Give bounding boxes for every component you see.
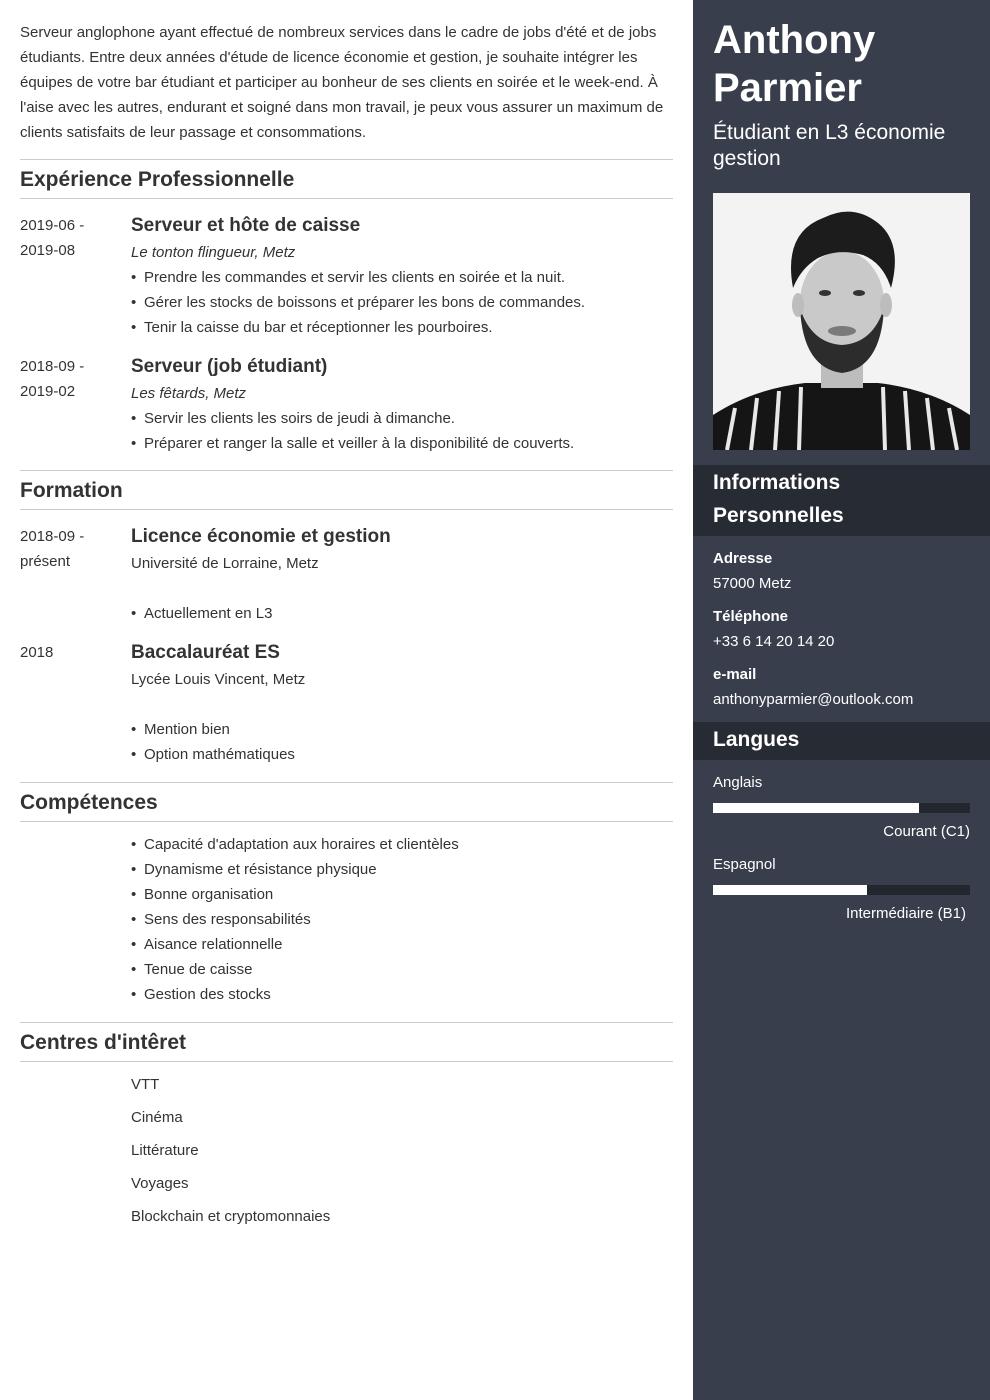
language-level: Courant (C1): [883, 823, 970, 840]
entry-title: Licence économie et gestion: [131, 526, 391, 547]
skills-heading: Compétences: [20, 782, 673, 822]
language-level-bar: [713, 803, 970, 813]
bullet-item: • Option mathématiques: [131, 742, 673, 767]
address-value: 57000 Metz: [713, 575, 792, 592]
entry-bullets: [131, 717, 673, 767]
sidebar-header: [693, 0, 990, 172]
portrait-image: [713, 193, 970, 450]
entry-title: Serveur et hôte de caisse: [131, 215, 361, 236]
skill-item: • Aisance relationnelle: [131, 932, 673, 957]
skill-item: • Gestion des stocks: [131, 982, 673, 1007]
entry-date: 2018-09 - présent: [20, 528, 85, 570]
experience-section: [20, 159, 673, 456]
language-item: [713, 852, 970, 926]
interest-item: Cinéma: [131, 1109, 183, 1126]
experience-heading: Expérience Professionnelle: [20, 159, 673, 199]
skill-item: • Dynamisme et résistance physique: [131, 857, 673, 882]
spacer: [131, 692, 673, 717]
heading-line: Informations: [713, 471, 841, 494]
title-line: Étudiant en L3 économie: [713, 121, 946, 144]
entry-date: 2018-09 - 2019-02: [20, 358, 85, 400]
languages-list: [693, 760, 990, 926]
skill-item: • Tenue de caisse: [131, 957, 673, 982]
interests-section: [20, 1022, 673, 1229]
title-line: gestion: [713, 147, 781, 170]
experience-entry: [20, 213, 673, 340]
interest-item: Voyages: [131, 1175, 189, 1192]
heading-line: Personnelles: [713, 504, 844, 527]
bullet-item: • Actuellement en L3: [131, 601, 673, 626]
language-item: [713, 770, 970, 844]
entry-title: Serveur (job étudiant): [131, 356, 328, 377]
languages-heading: Langues: [693, 722, 990, 760]
entry-bullets: [131, 406, 673, 456]
language-level-fill: [713, 885, 867, 895]
interests-list: [20, 1072, 673, 1229]
education-entry: [20, 524, 673, 626]
language-level: Intermédiaire (B1): [845, 905, 966, 922]
entry-title: Baccalauréat ES: [131, 642, 280, 663]
entry-body: [131, 524, 673, 626]
bullet-item: • Prendre les commandes et servir les clients en soirée et la nuit.: [131, 265, 673, 290]
email-value: anthonyparmier@outlook.com: [713, 691, 914, 708]
skills-section: [20, 782, 673, 1007]
education-section: [20, 470, 673, 767]
entry-body: [131, 213, 673, 340]
entry-bullets: [131, 601, 673, 626]
language-level-bar: [713, 885, 970, 895]
skill-item: • Bonne organisation: [131, 882, 673, 907]
entry-place: Les fêtards, Metz: [131, 385, 247, 402]
bullet-item: • Servir les clients les soirs de jeudi à dimanche.: [131, 406, 673, 431]
candidate-title: [713, 120, 970, 172]
resume-sidebar: [693, 0, 990, 1400]
entry-date: 2019-06 - 2019-08: [20, 217, 85, 259]
interest-item: VTT: [131, 1076, 160, 1093]
name-line: Parmier: [713, 66, 862, 110]
entry-date: 2018: [20, 644, 54, 661]
skill-item: • Sens des responsabilités: [131, 907, 673, 932]
personal-info-heading: [693, 465, 990, 536]
skills-list: [20, 832, 673, 1007]
phone-label: Téléphone: [713, 608, 789, 625]
bullet-item: • Tenir la caisse du bar et réceptionner les pourboires.: [131, 315, 673, 340]
candidate-name: [713, 16, 970, 112]
profile-photo: [713, 193, 970, 450]
entry-place: Université de Lorraine, Metz: [131, 555, 319, 572]
bullet-item: • Gérer les stocks de boissons et préparer les bons de commandes.: [131, 290, 673, 315]
bullet-item: • Préparer et ranger la salle et veiller à la disponibilité de couverts.: [131, 431, 673, 456]
entry-bullets: [131, 265, 673, 340]
interest-item: Blockchain et cryptomonnaies: [131, 1208, 331, 1225]
language-level-fill: [713, 803, 919, 813]
education-heading: Formation: [20, 470, 673, 510]
address-label: Adresse: [713, 550, 773, 567]
entry-body: [131, 640, 673, 767]
entry-place: Le tonton flingueur, Metz: [131, 244, 296, 261]
spacer: [131, 576, 673, 601]
phone-value: +33 6 14 20 14 20: [713, 633, 835, 650]
bullet-item: • Mention bien: [131, 717, 673, 742]
email-label: e-mail: [713, 666, 757, 683]
entry-body: [131, 354, 673, 456]
profile-summary: Serveur anglophone ayant effectué de nombreux services dans le cadre de jobs d'été et de jobs étudiants. Entre deux années d'étude de licence économie et gestion, je souhaite intégrer les équipes de votre bar étudiant et participer au bonheur de ses clients en soirée et le week-end. À l'aise avec les autres, endurant et soigné dans mon travail, je peux vous assurer un maximum de clients satisfaits de leur passage et consommations.: [20, 24, 664, 141]
language-name: Anglais: [713, 774, 763, 791]
language-name: Espagnol: [713, 856, 776, 873]
interest-item: Littérature: [131, 1142, 199, 1159]
name-line: Anthony: [713, 18, 876, 62]
skill-item: • Capacité d'adaptation aux horaires et clientèles: [131, 832, 673, 857]
experience-entry: [20, 354, 673, 456]
education-entry: [20, 640, 673, 767]
personal-info: [693, 536, 990, 712]
interests-heading: Centres d'intêret: [20, 1022, 673, 1062]
entry-place: Lycée Louis Vincent, Metz: [131, 671, 306, 688]
